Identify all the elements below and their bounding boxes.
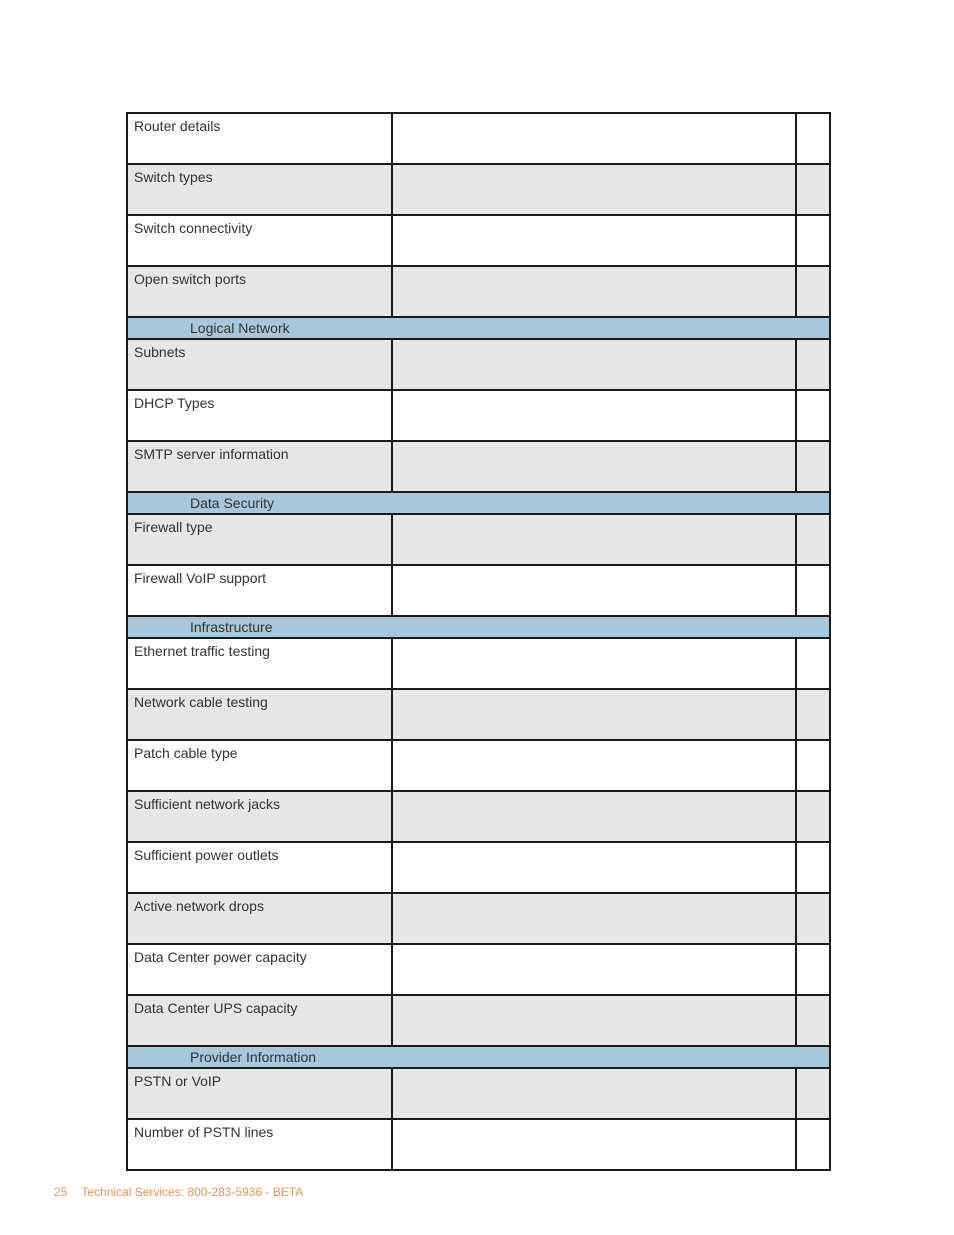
checklist-value-cell[interactable] <box>392 689 796 740</box>
section-header-row <box>127 1046 830 1068</box>
checklist-check-cell[interactable] <box>796 893 830 944</box>
checklist-item-label: Sufficient power outlets <box>127 842 392 893</box>
checklist-value-cell[interactable] <box>392 441 796 492</box>
checklist-value-cell[interactable] <box>392 638 796 689</box>
checklist-value-cell[interactable] <box>392 565 796 616</box>
checklist-row <box>127 215 830 266</box>
checklist-row <box>127 390 830 441</box>
checklist-item-label: Data Center power capacity <box>127 944 392 995</box>
checklist-value-cell[interactable] <box>392 944 796 995</box>
checklist-item-label: Number of PSTN lines <box>127 1119 392 1170</box>
checklist-row <box>127 1068 830 1119</box>
checklist-row <box>127 944 830 995</box>
checklist-item-label: Switch types <box>127 164 392 215</box>
checklist-row <box>127 514 830 565</box>
checklist-check-cell[interactable] <box>796 791 830 842</box>
checklist-check-cell[interactable] <box>796 514 830 565</box>
checklist-check-cell[interactable] <box>796 390 830 441</box>
checklist-value-cell[interactable] <box>392 893 796 944</box>
checklist-value-cell[interactable] <box>392 1068 796 1119</box>
checklist-item-label: Firewall VoIP support <box>127 565 392 616</box>
checklist-value-cell[interactable] <box>392 842 796 893</box>
checklist-row <box>127 113 830 164</box>
checklist-check-cell[interactable] <box>796 113 830 164</box>
checklist-check-cell[interactable] <box>796 740 830 791</box>
checklist-item-label: PSTN or VoIP <box>127 1068 392 1119</box>
checklist-value-cell[interactable] <box>392 1119 796 1170</box>
section-header: Logical Network <box>127 317 830 339</box>
checklist-item-label: DHCP Types <box>127 390 392 441</box>
checklist-check-cell[interactable] <box>796 339 830 390</box>
checklist-item-label: Active network drops <box>127 893 392 944</box>
checklist-row <box>127 995 830 1046</box>
page-footer <box>54 1185 303 1199</box>
checklist-item-label: Network cable testing <box>127 689 392 740</box>
checklist-row <box>127 441 830 492</box>
checklist-value-cell[interactable] <box>392 995 796 1046</box>
checklist-row <box>127 1119 830 1170</box>
checklist-row <box>127 565 830 616</box>
checklist-row <box>127 842 830 893</box>
checklist-value-cell[interactable] <box>392 113 796 164</box>
section-header-row <box>127 492 830 514</box>
checklist-item-label: Firewall type <box>127 514 392 565</box>
checklist-row <box>127 164 830 215</box>
network-checklist-table <box>126 112 831 1171</box>
checklist-check-cell[interactable] <box>796 944 830 995</box>
section-header: Infrastructure <box>127 616 830 638</box>
checklist-row <box>127 689 830 740</box>
checklist-check-cell[interactable] <box>796 1119 830 1170</box>
checklist-item-label: Switch connectivity <box>127 215 392 266</box>
checklist-check-cell[interactable] <box>796 995 830 1046</box>
checklist-value-cell[interactable] <box>392 390 796 441</box>
checklist-check-cell[interactable] <box>796 689 830 740</box>
checklist-value-cell[interactable] <box>392 266 796 317</box>
checklist-value-cell[interactable] <box>392 215 796 266</box>
checklist-body <box>127 113 830 1170</box>
checklist-row <box>127 638 830 689</box>
checklist-check-cell[interactable] <box>796 215 830 266</box>
checklist-item-label: Sufficient network jacks <box>127 791 392 842</box>
checklist-row <box>127 339 830 390</box>
checklist-value-cell[interactable] <box>392 164 796 215</box>
checklist-check-cell[interactable] <box>796 164 830 215</box>
checklist-check-cell[interactable] <box>796 441 830 492</box>
section-header-row <box>127 616 830 638</box>
checklist-item-label: Open switch ports <box>127 266 392 317</box>
section-header-row <box>127 317 830 339</box>
footer-text: Technical Services: 800-283-5936 - BETA <box>81 1185 304 1199</box>
checklist-row <box>127 740 830 791</box>
checklist-value-cell[interactable] <box>392 514 796 565</box>
checklist-row <box>127 791 830 842</box>
checklist-value-cell[interactable] <box>392 791 796 842</box>
checklist-value-cell[interactable] <box>392 339 796 390</box>
checklist-item-label: Ethernet traffic testing <box>127 638 392 689</box>
section-header: Data Security <box>127 492 830 514</box>
checklist-value-cell[interactable] <box>392 740 796 791</box>
checklist-check-cell[interactable] <box>796 1068 830 1119</box>
checklist-item-label: Data Center UPS capacity <box>127 995 392 1046</box>
checklist-check-cell[interactable] <box>796 842 830 893</box>
section-header: Provider Information <box>127 1046 830 1068</box>
checklist-row <box>127 893 830 944</box>
checklist-item-label: Patch cable type <box>127 740 392 791</box>
checklist-check-cell[interactable] <box>796 565 830 616</box>
checklist-item-label: Router details <box>127 113 392 164</box>
checklist-item-label: Subnets <box>127 339 392 390</box>
checklist-check-cell[interactable] <box>796 638 830 689</box>
page-number: 25 <box>54 1185 68 1199</box>
checklist-row <box>127 266 830 317</box>
checklist-check-cell[interactable] <box>796 266 830 317</box>
checklist-item-label: SMTP server information <box>127 441 392 492</box>
